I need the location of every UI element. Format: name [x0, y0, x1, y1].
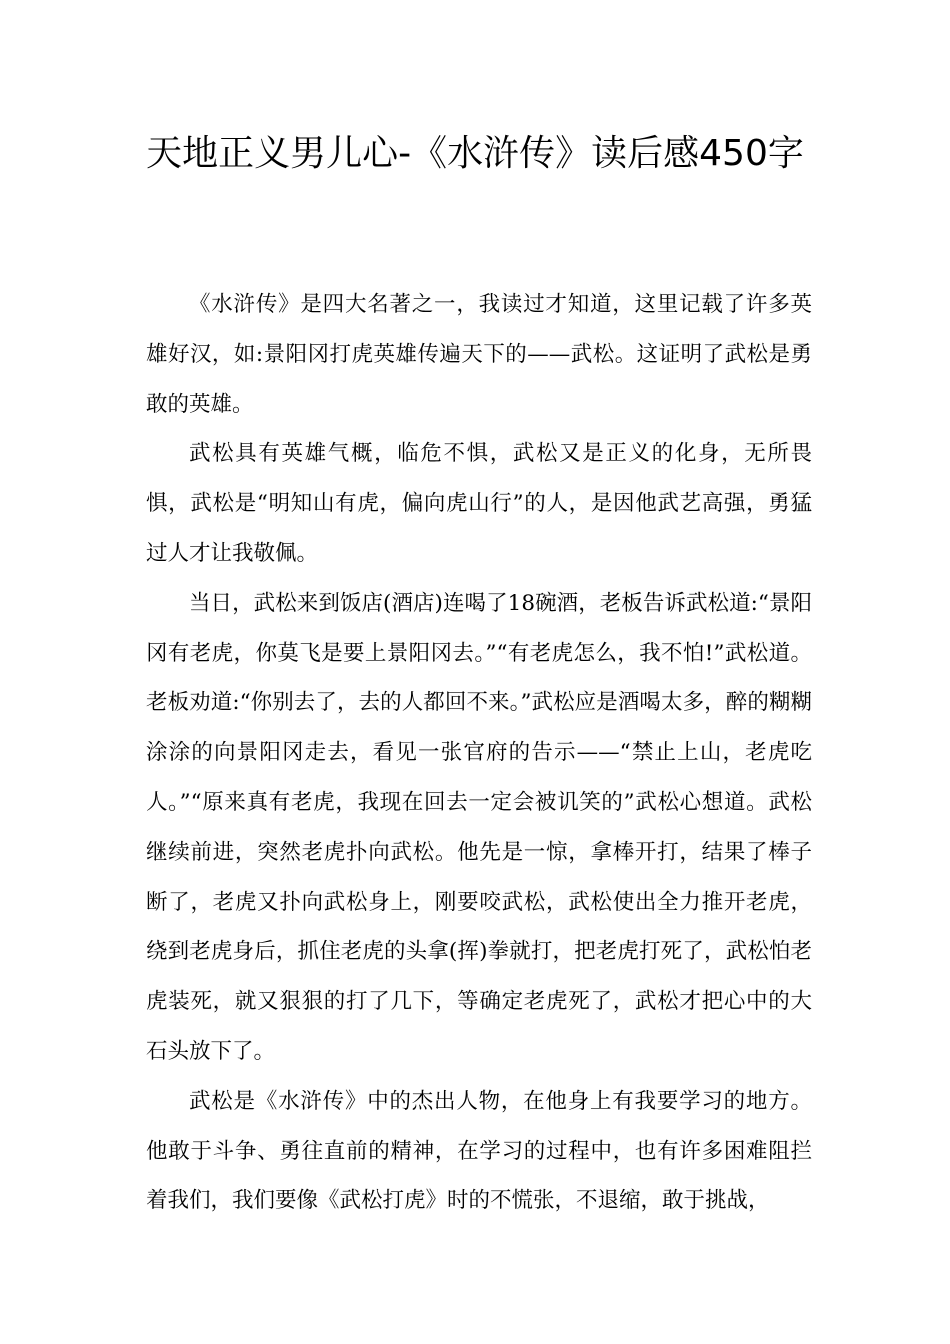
document-title: 天地正义男儿心-《水浒传》读后感450字 — [146, 133, 804, 174]
paragraph-1: 《水浒传》是四大名著之一，我读过才知道，这里记载了许多英雄好汉，如:景阳冈打虎英雄传遍天下的——武松。这证明了武松是勇敢的英雄。 — [146, 292, 812, 417]
paragraph-3: 当日，武松来到饭店(酒店)连喝了18碗酒，老板告诉武松道:“景阳冈有老虎，你莫飞是要上景阳冈去。”“有老虎怎么，我不怕!”武松道。老板劝道:“你别去了，去的人都回不来。”武松应是酒喝太多，醉的糊糊涂涂的向景阳冈走去，看见一张官府的告示——“禁止上山，老虎吃人。”“原来真有老虎，我现在回去一定会被讥笑的”武松心想道。武松继续前进，突然老虎扑向武松。他先是一惊，拿棒开打，结果了棒子断了，老虎又扑向武松身上，刚要咬武松，武松使出全力推开老虎，绕到老虎身后，抓住老虎的头拿(挥)拳就打，把老虎打死了，武松怕老虎装死，就又狠狠的打了几下，等确定老虎死了，武松才把心中的大石头放下了。 — [146, 590, 812, 1064]
paragraph-2: 武松具有英雄气概，临危不惧，武松又是正义的化身，无所畏惧，武松是“明知山有虎，偏向虎山行”的人，是因他武艺高强，勇猛过人才让我敬佩。 — [146, 441, 812, 566]
paragraph-4: 武松是《水浒传》中的杰出人物，在他身上有我要学习的地方。他敢于斗争、勇往直前的精神，在学习的过程中，也有许多困难阻拦着我们，我们要像《武松打虎》时的不慌张，不退缩，敢于挑战， — [146, 1088, 812, 1214]
document-body — [146, 280, 812, 1226]
